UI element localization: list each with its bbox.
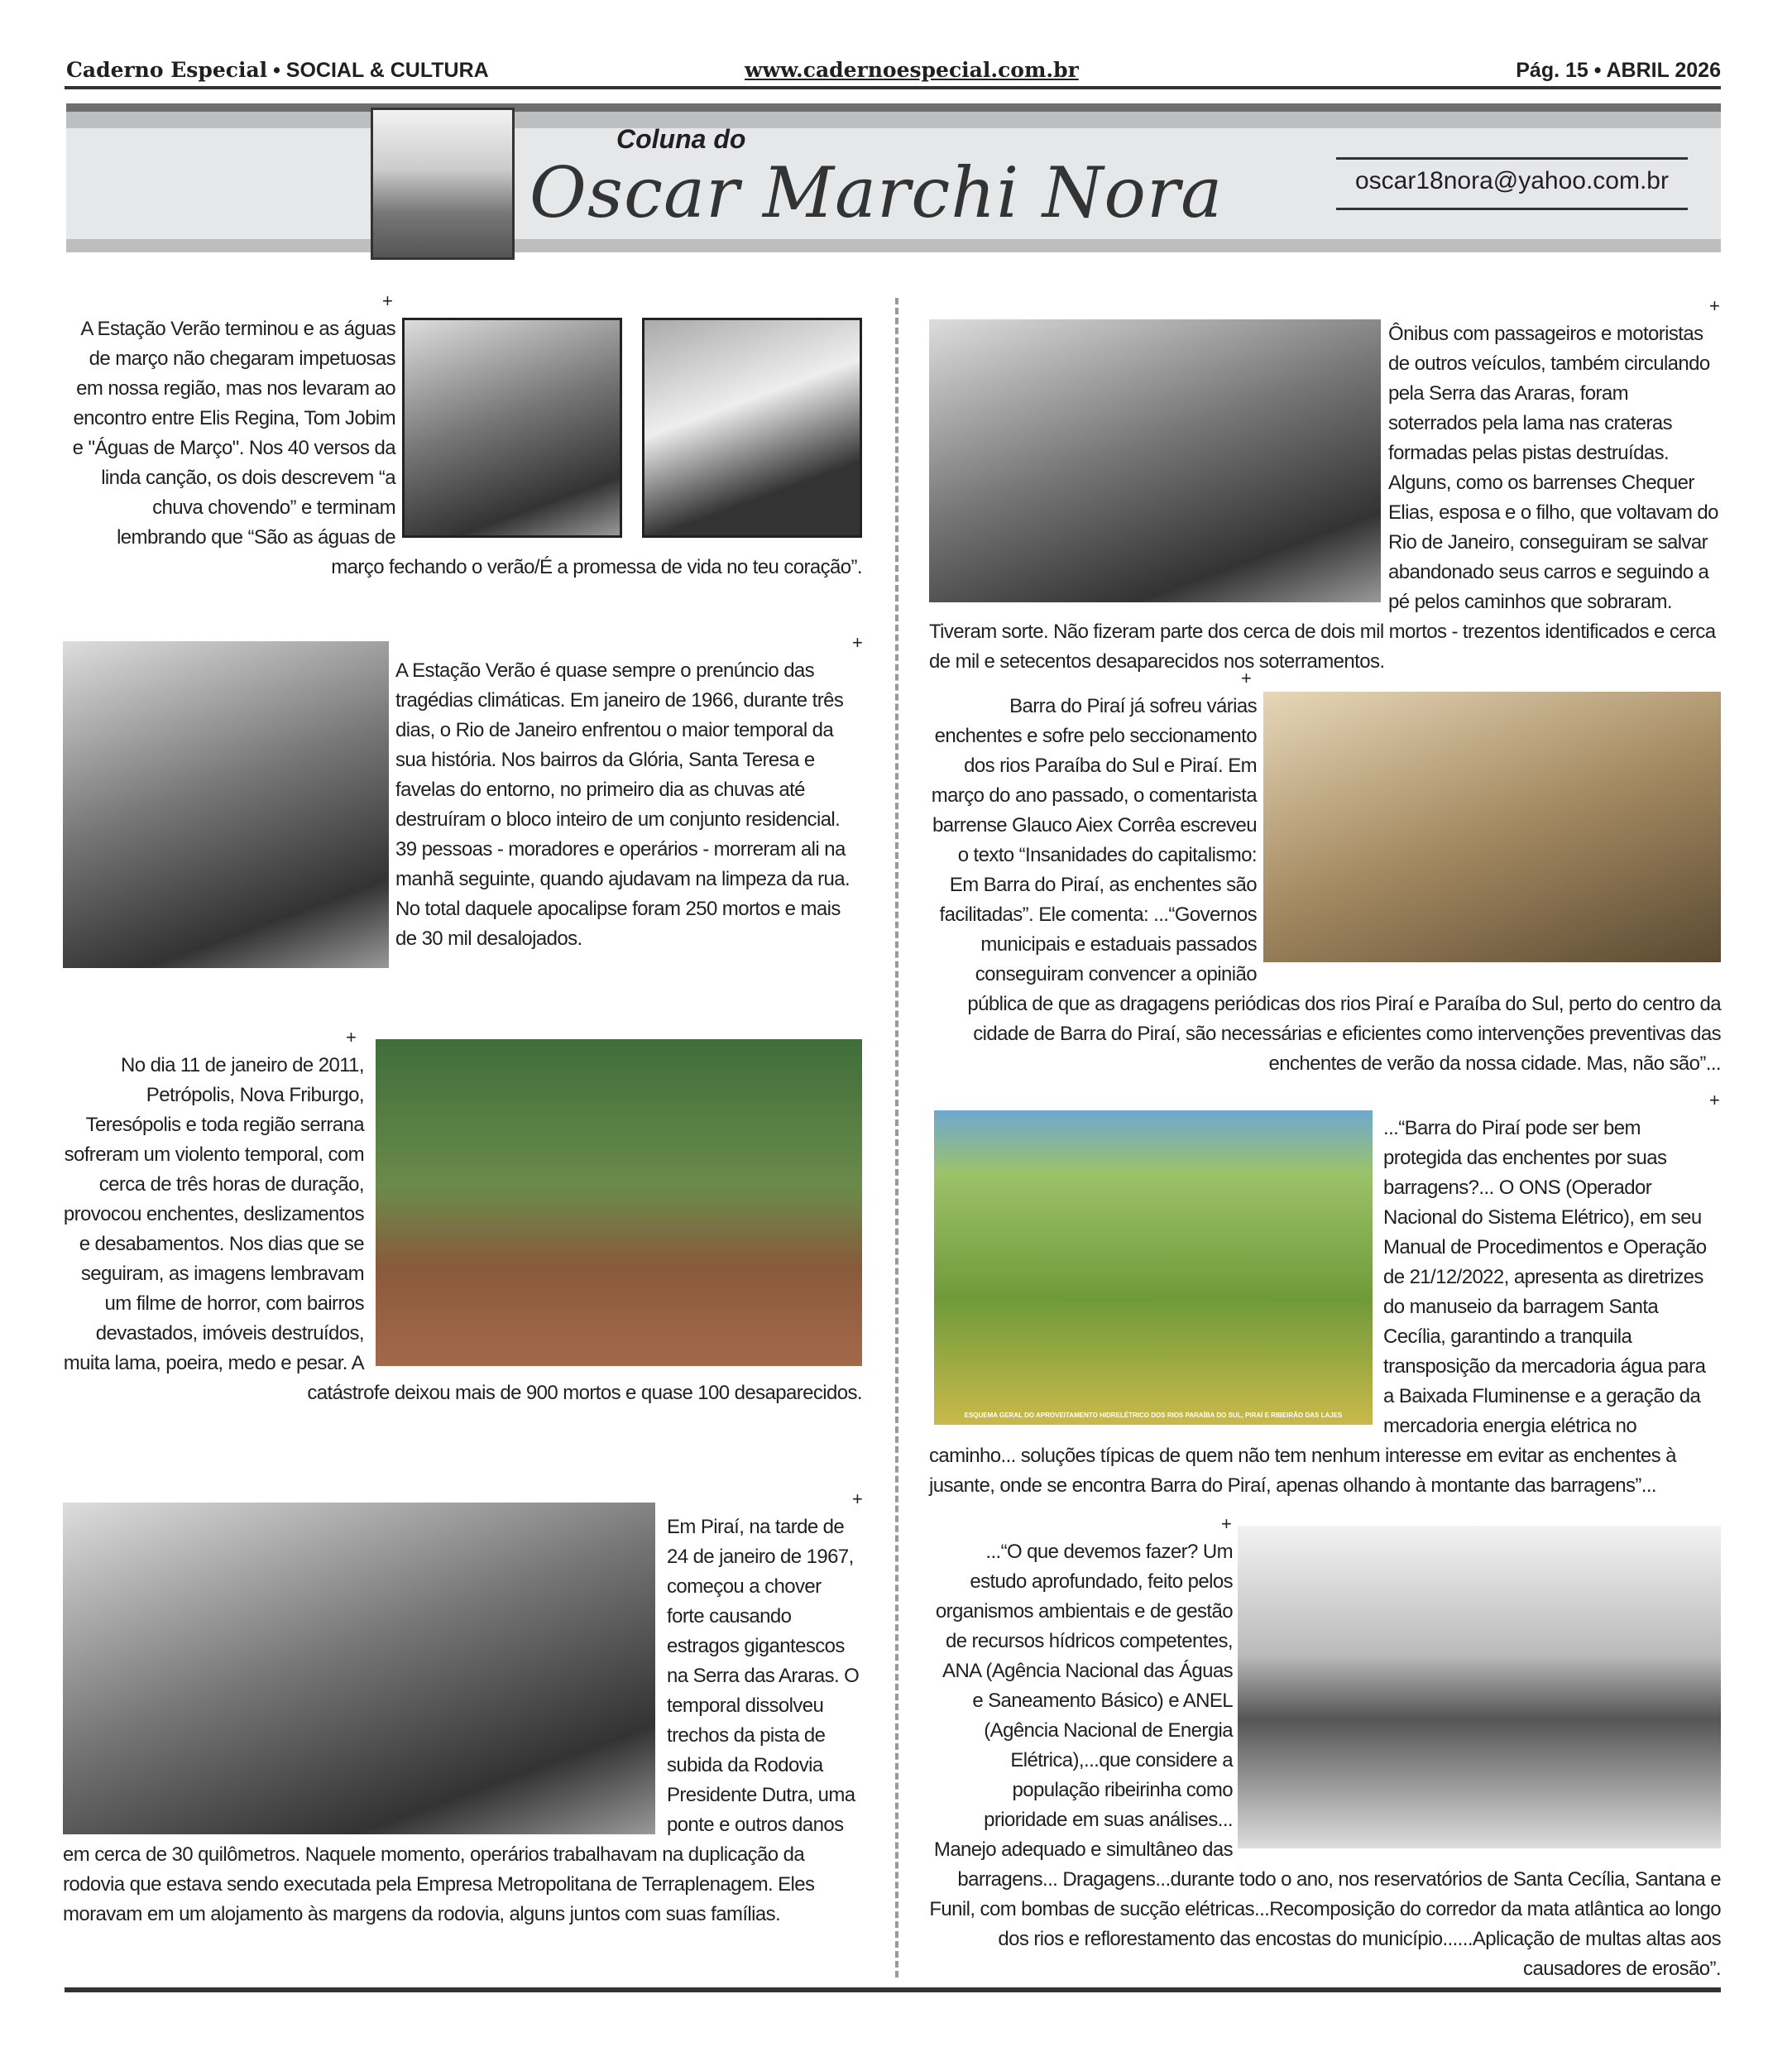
article-section (63, 1028, 862, 1408)
author-email[interactable]: oscar18nora@yahoo.com.br (1336, 157, 1688, 210)
section-marker: + (852, 1488, 863, 1509)
section-marker: + (346, 1027, 357, 1047)
photo-crater-highway (929, 319, 1381, 602)
masthead-author-name: Oscar Marchi Nora (529, 152, 1224, 233)
article-text-tail: periódicas dos rios Piraí e Paraíba do Sul, perto do centro da cidade de Barra do Piraí, são necessárias e eficientes como intervenções preventivas das enchentes de verão da nossa cidade. Mas, não são”... (973, 993, 1721, 1075)
article-text: Barra do Piraí já sofreu várias enchentes e sofre pelo seccionamento dos rios Paraíba do Sul e Piraí. Em março do ano passado, o comentarista barrense Glauco Aiex Corrêa escreveu o texto “Insanidades do capitalismo: Em Barra do Piraí, as enchentes são facilitadas”. Ele comenta: ...“Governos municipais e estaduais passados conseguiram convencer a opinião pública de que as dragagens (931, 695, 1257, 1015)
article-text: ...“O que devemos fazer? Um estudo aprofundado, feito pelos organismos ambientais e de gestão de recursos hídricos competentes, ANA (Agência Nacional das Águas e Saneamento Básico) e ANEL (Agência Nacional de Energia Elétrica),...que considere a população ribeirinha como prioridade em suas análises... Manejo adequado e simultâneo das barragens... Dragagens...durante todo o ano, nos reservatórios de Santa Cecília, Santana e Funil, (929, 1541, 1721, 1920)
header-publication (66, 58, 489, 83)
article-text-tail: Barra do Piraí, apenas olhando à montante das barragens”... (1150, 1474, 1656, 1497)
photo-dam-santa-cecilia (1238, 1526, 1721, 1848)
section-marker: + (1709, 1090, 1720, 1110)
section-marker: + (382, 290, 393, 311)
author-photo (371, 108, 515, 260)
article-section (929, 1514, 1721, 1984)
article-text-tail: março fechando o verão/É a promessa de vida no teu coração”. (331, 556, 862, 578)
header-rule (65, 86, 1721, 89)
section-marker: + (1709, 295, 1720, 316)
article-section (63, 1489, 862, 1929)
map-caption: ESQUEMA GERAL DO APROVEITAMENTO HIDRELÉTRICO DOS RIOS PARAÍBA DO SUL, PIRAÍ E RIBEIRÃO DAS LAJES (964, 1412, 1343, 1419)
photo-tom-jobim (402, 318, 622, 538)
section-marker: + (1241, 668, 1252, 688)
article-section (929, 296, 1721, 677)
article-text: No dia 11 de janeiro de 2011, Petrópolis, Nova Friburgo, Teresópolis e toda região serrana sofreram um violento temporal, com cerca de três horas de duração, provocou enchentes, deslizamentos e desabamentos. Nos dias que se seguiram, as imagens lembravam um filme de horror, com bairros devastados, imóveis destruídos, muita lama, poeira, medo e pesar. A catástrofe (63, 1054, 390, 1404)
photo-bus-serra-das-araras (63, 1503, 655, 1834)
article-text-tail: com bombas de sucção elétricas...Recomposição do corredor da mata atlântica ao longo dos rios e reflorestamento das encostas do município......Aplicação de multas altas aos causadores de erosão”. (980, 1898, 1721, 1980)
article-text-tail: quilômetros. Naquele momento, operários trabalhavam na duplicação da rodovia que estava sendo executada pela Empresa Metropolitana de Terraplenagem. Eles moravam em um alojamento às margens da rodovia, alguns juntos com suas famílias. (63, 1843, 815, 1925)
article-text: Ônibus com passageiros e motoristas de outros veículos, também circulando pela Serra das Araras, foram soterrados pela lama nas crateras formadas pelas pistas destruídas. Alguns, como os barrenses Chequer Elias, esposa e o filho, que voltavam do Rio de Janeiro, conseguiram se salvar abandonado seus carros e seguindo a pé pelos caminhos que sobraram. Tiveram sorte. Não fizeram parte dos cerca de dois mil mortos - trezentos (929, 323, 1718, 643)
section-name: • SOCIAL & CULTURA (273, 59, 489, 82)
section-marker: + (1221, 1513, 1232, 1534)
photo-pair (402, 318, 862, 538)
article-section (929, 1091, 1721, 1501)
publication-name: Caderno Especial (66, 58, 268, 82)
photo-flood-rio-1966 (63, 641, 389, 968)
photo-serrana-2011 (376, 1039, 862, 1366)
article-section (929, 669, 1721, 1079)
article-text: Em Piraí, na tarde de 24 de janeiro de 1967, começou a chover forte causando estragos gigantescos na Serra das Araras. O temporal dissolveu trechos da pista de subida da Rodovia Presidente Dutra, uma ponte e outros danos em cerca de 30 (63, 1516, 860, 1866)
column-divider (895, 298, 898, 1977)
footer-rule (65, 1987, 1721, 1992)
photo-flood-barra-do-pirai (1263, 692, 1721, 962)
website-link[interactable]: www.cadernoespecial.com.br (745, 58, 1079, 82)
article-text: A Estação Verão é quase sempre o prenúncio das tragédias climáticas. Em janeiro de 1966, durante três dias, o Rio de Janeiro enfrentou o maior temporal da sua história. Nos bairros da Glória, Santa Teresa e favelas do entorno, no primeiro dia as chuvas até destruíram o bloco inteiro de um conjunto residencial. 39 pessoas - moradores e operários - morreram ali na manhã seguinte, quando ajudavam na limpeza da rua. No total daquele apocalipse foram 250 mortos e mais de 30 mil desalojados. (395, 659, 850, 950)
article-text: ...“Barra do Piraí pode ser bem protegida das enchentes por suas barragens?... O ONS (Operador Nacional do Sistema Elétrico), em seu Manual de Procedimentos e Operação de 21/12/2022, apresenta as diretrizes do manuseio da barragem Santa Cecília, garantindo a tranquila transposição da mercadoria água para a Baixada Fluminense e a geração da mercadoria energia elétrica no caminho... soluções típicas de quem não tem nenhum interesse em evitar as enchentes à jusante, onde se encontra (929, 1117, 1707, 1497)
article-section (63, 633, 862, 968)
article-text-tail: deixou mais de 900 mortos e quase 100 desaparecidos. (394, 1382, 862, 1404)
article-text: A Estação Verão terminou e as águas de março não chegaram impetuosas em nossa região, mas nos levaram ao encontro entre Elis Regina, Tom Jobim e "Águas de Março". Nos 40 versos da linda canção, os dois descrevem “a chuva chovendo” e terminam lembrando que “São as águas de (72, 318, 395, 549)
article-text-tail: identificados e cerca de mil e setecentos desaparecidos nos soterramentos. (929, 621, 1716, 673)
page-number: Pág. 15 • ABRIL 2026 (1516, 59, 1721, 82)
article-section (63, 291, 862, 582)
section-marker: + (852, 632, 863, 653)
map-hydroelectric-scheme (934, 1110, 1373, 1425)
masthead-coluna: Coluna do (616, 124, 746, 154)
photo-elis-regina (642, 318, 862, 538)
